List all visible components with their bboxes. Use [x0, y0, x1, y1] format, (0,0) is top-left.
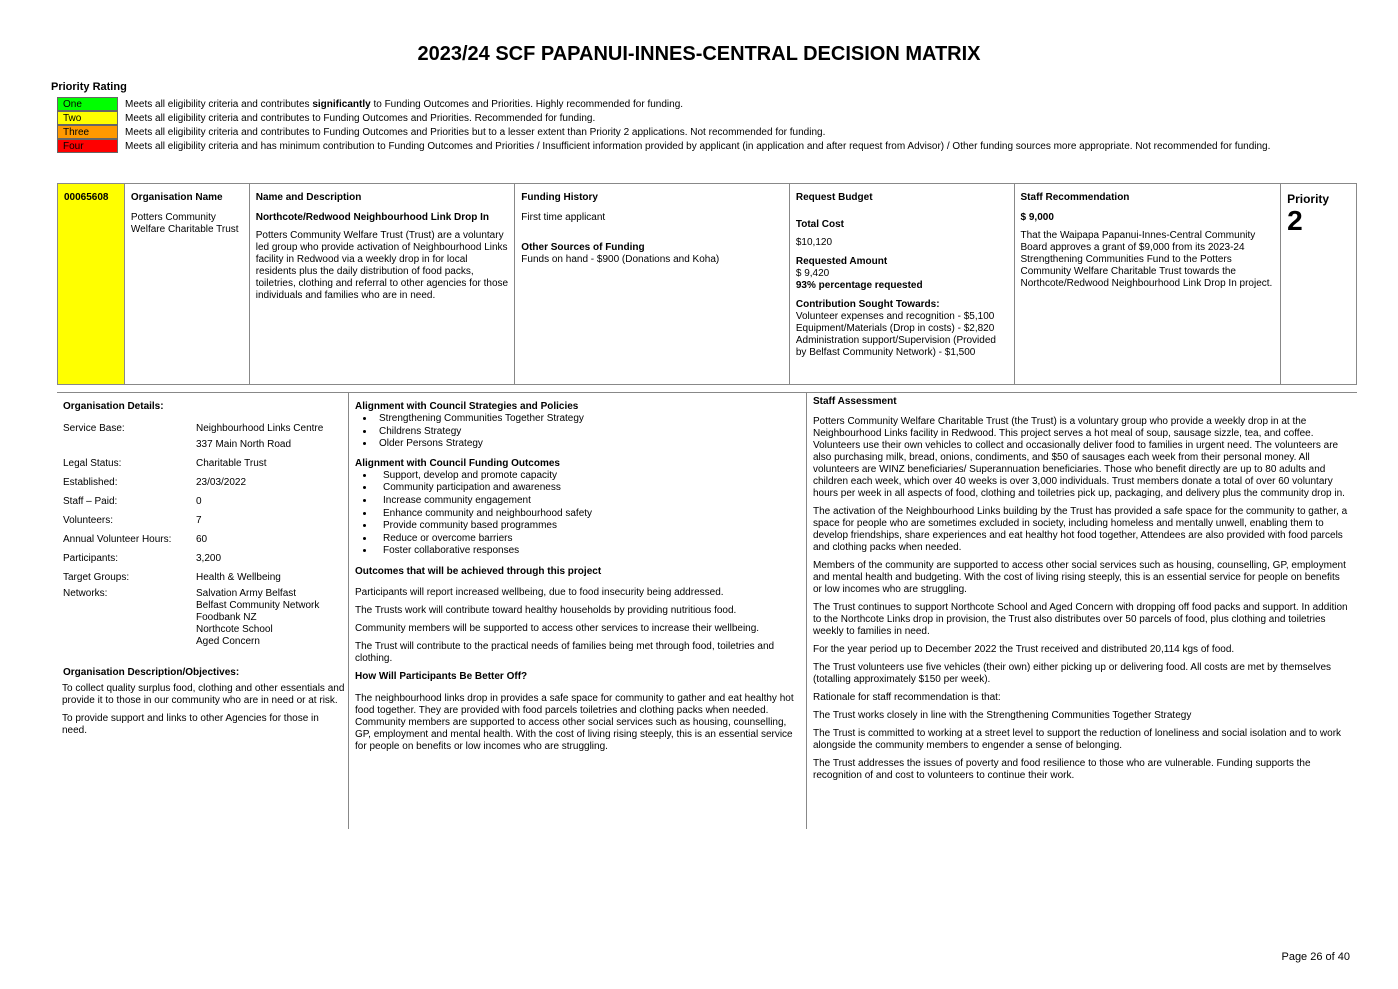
priority-row-three — [57, 125, 1319, 139]
detail-value: 60 — [196, 534, 208, 545]
detail-value: Health & Wellbeing — [196, 572, 281, 583]
detail-label: Networks: — [63, 588, 108, 599]
assessment-paragraph: The activation of the Neighbourhood Links building by the Trust has provided a safe space for the community to gather, a space for people who are sometimes excluded in society, including homeless and mentally unwell, enabling them to develop friendships, share experiences and eat healthy hot food together, Attendees are also provided with food parcels and clothing packs when needed. — [813, 506, 1348, 553]
priority-swatch-three: Three — [57, 125, 118, 139]
outcome-item: • Enhance community and neighbourhood safety — [375, 508, 801, 521]
assessment-paragraph: The Trust works closely in line with the Strengthening Communities Together Strategy — [813, 710, 1192, 721]
detail-label: Established: — [63, 477, 118, 488]
priority-text-two: Meets all eligibility criteria and contributes to Funding Outcomes and Priorities. Recommended for funding. — [125, 113, 596, 124]
outcome-item: • Provide community based programmes — [375, 520, 801, 533]
detail-label: Legal Status: — [63, 458, 122, 469]
assessment-paragraph: The Trust is committed to working at a street level to support the reduction of loneliness and social isolation and to work alongside the community members to engender a sense of belonging. — [813, 728, 1342, 751]
application-id: 00065608 — [58, 184, 125, 384]
org-name: Potters Community Welfare Charitable Trust — [130, 212, 239, 235]
staff-rec-amount: $ 9,000 — [1020, 212, 1054, 223]
org-details-heading: Organisation Details: — [63, 401, 164, 412]
detail-value: 3,200 — [196, 553, 222, 564]
contribution-item: Volunteer expenses and recognition - $5,100 — [795, 311, 995, 322]
priority-cell — [1281, 184, 1356, 384]
achieved-item: Participants will report increased wellbeing, due to food insecurity being addressed. — [355, 586, 724, 598]
better-off-heading: How Will Participants Be Better Off? — [355, 670, 528, 682]
request-budget-cell — [790, 184, 1015, 384]
priority-header: Priority — [1287, 192, 1330, 206]
strategy-item: • Childrens Strategy — [375, 426, 801, 439]
section-divider — [57, 392, 1357, 393]
requested-label: Requested Amount — [795, 256, 888, 267]
network-item: Salvation Army Belfast — [196, 588, 297, 599]
priority-row-four — [57, 139, 1319, 153]
desc-header: Name and Description — [255, 192, 362, 203]
achieved-item: The Trust will contribute to the practical needs of families being met through food, toiletries and clothing. — [355, 640, 775, 664]
page-title: 2023/24 SCF PAPANUI-INNES-CENTRAL DECISION MATRIX — [417, 43, 981, 65]
org-description-heading: Organisation Description/Objectives: — [63, 667, 240, 678]
achieved-item: The Trusts work will contribute toward healthy households by providing nutritious food. — [355, 604, 737, 616]
better-off-text: The neighbourhood links drop in provides a safe space for community to gather and eat healthy hot food together. They are provided with food parcels toiletries and clothing packs when needed. Community members are supported to access other social services such as housing, counselling, GP, employment and mental health. With the cost of living rising steeply, this is an essential service for people on benefits or low incomes who are struggling. — [355, 692, 794, 752]
staff-rec-header: Staff Recommendation — [1020, 192, 1130, 203]
staff-assessment — [813, 396, 1351, 788]
contribution-header: Contribution Sought Towards: — [795, 299, 940, 310]
funding-history-cell — [515, 184, 790, 384]
contribution-item: Equipment/Materials (Drop in costs) - $2,820 — [795, 323, 995, 334]
project-name: Northcote/Redwood Neighbourhood Link Drop In — [255, 212, 490, 223]
detail-value: Neighbourhood Links Centre 337 Main North Road — [196, 423, 324, 450]
organisation-details — [63, 398, 345, 737]
outcome-item: • Community participation and awareness — [375, 482, 801, 495]
history-header: Funding History — [521, 192, 598, 203]
priority-value: 2 — [1287, 205, 1303, 236]
page-number: Page 26 of 40 — [1281, 951, 1350, 963]
strategies-heading: Alignment with Council Strategies and Policies — [355, 401, 579, 412]
outcomes-list — [355, 470, 801, 558]
column-divider-right — [806, 393, 807, 829]
assessment-paragraph: Potters Community Welfare Charitable Trust (the Trust) is a voluntary group who provide a weekly drop in at the Neighbourhood Links facility in Redwood. This project serves a hot meal of soup, sausage sizzle, tea, and coffee. Volunteers use their own vehicles to collect and occasionally deliver food to families in urgent need. The volunteers are also purchasing milk, bread, onions, condiments, and $50 of sausages each week from their personal money. All volunteers are WINZ beneficiaries/ Superannuation beneficiaries. Those who benefit directly are up to 80 adults and children each week, which over 40 weeks is over 3,000 individuals. Trust members donate a total of over 60 voluntary hours per week in all aspects of food, clothing and toiletries pick up, packaging, and delivery plus the community drop in. — [813, 416, 1345, 499]
detail-value: 0 — [196, 496, 202, 507]
staff-rec-text: That the Waipapa Papanui-Innes-Central Community Board approves a grant of $9,000 from its 2023-24 Strengthening Communities Fund to the Potters Community Welfare Charitable Trust towards the Northcote/Redwood Neighbourhood Link Drop In project. — [1020, 230, 1273, 289]
detail-label: Volunteers: — [63, 515, 114, 526]
outcome-item: • Reduce or overcome barriers — [375, 533, 801, 546]
priority-text-four: Meets all eligibility criteria and has minimum contribution to Funding Outcomes and Priorities / Insufficient information provided by applicant (in application and after request from Advisor) / Other funding sources more appropriate. Not recommended for funding. — [125, 141, 1271, 152]
network-item: Foodbank NZ — [196, 612, 257, 623]
percentage-requested: 93% percentage requested — [795, 280, 923, 291]
total-cost-label: Total Cost — [795, 219, 845, 230]
detail-value: Charitable Trust — [196, 458, 267, 469]
assessment-paragraph: For the year period up to December 2022 the Trust received and distributed 20,114 kgs of food. — [813, 644, 1235, 655]
outcome-item: • Support, develop and promote capacity — [375, 470, 801, 483]
priority-row-one — [57, 97, 1319, 111]
priority-swatch-four: Four — [57, 139, 118, 153]
achieved-heading: Outcomes that will be achieved through this project — [355, 565, 602, 577]
detail-label: Target Groups: — [63, 572, 130, 583]
budget-header: Request Budget — [795, 192, 873, 203]
requested-value: $ 9,420 — [795, 268, 830, 279]
application-summary-table — [57, 183, 1357, 385]
org-name-header: Organisation Name — [130, 192, 223, 203]
priority-row-two — [57, 111, 1319, 125]
detail-label: Staff – Paid: — [63, 496, 118, 507]
priority-legend — [57, 97, 1319, 153]
detail-label: Participants: — [63, 553, 119, 564]
column-divider-left — [348, 393, 349, 829]
org-details-table — [63, 423, 345, 655]
alignment-section — [355, 398, 801, 759]
project-description: Potters Community Welfare Trust (Trust) are a voluntary led group who provide activation of Neighbourhood Links facility in Redwood via a weekly drop in for local residents plus the daily distribution of food packs, toiletries, clothing and referral to other agencies for those individuals and families who are in need. — [255, 230, 509, 301]
priority-swatch-one: One — [57, 97, 118, 111]
network-item: Northcote School — [196, 624, 273, 635]
staff-assessment-heading: Staff Assessment — [813, 396, 897, 407]
assessment-paragraph: The Trust continues to support Northcote School and Aged Concern with dropping off food packs and support. In addition to the Northcote Links drop in provision, the Trust also distributes over 50 parcels of food, plus clothing and toiletries weekly to families in need. — [813, 602, 1348, 637]
outcomes-heading: Alignment with Council Funding Outcomes — [355, 457, 560, 469]
org-description-1: To collect quality surplus food, clothing and other essentials and provide it to those in our community who are in need or at risk. — [62, 683, 345, 706]
outcome-item: • Foster collaborative responses — [375, 545, 801, 558]
strategies-list — [355, 413, 801, 451]
networks-list — [196, 588, 345, 655]
org-description-2: To provide support and links to other Agencies for those in need. — [62, 713, 319, 736]
total-cost-value: $10,120 — [795, 237, 833, 248]
staff-recommendation-cell — [1015, 184, 1282, 384]
assessment-paragraph: The Trust addresses the issues of poverty and food resilience to those who are vulnerable. Funding supports the recognition of and cost to volunteers to continue their work. — [813, 758, 1311, 781]
other-sources-header: Other Sources of Funding — [521, 242, 645, 253]
achieved-item: Community members will be supported to access other services to increase their wellbeing. — [355, 622, 760, 634]
network-item: Belfast Community Network — [196, 600, 320, 611]
assessment-paragraph: The Trust volunteers use five vehicles (their own) either picking up or delivering food. All costs are met by themselves (totalling approximately $150 per week). — [813, 662, 1332, 685]
history-value: First time applicant — [521, 212, 606, 223]
detail-value: 7 — [196, 515, 202, 526]
priority-rating-heading: Priority Rating — [51, 81, 127, 93]
description-cell — [250, 184, 516, 384]
detail-label: Annual Volunteer Hours: — [63, 534, 172, 545]
network-item: Aged Concern — [196, 636, 260, 647]
priority-swatch-two: Two — [57, 111, 118, 125]
strategy-item: • Strengthening Communities Together Strategy — [375, 413, 801, 426]
strategy-item: • Older Persons Strategy — [375, 438, 801, 451]
detail-value: 23/03/2022 — [196, 477, 247, 488]
detail-label: Service Base: — [63, 423, 125, 434]
contribution-item: Administration support/Supervision (Provided by Belfast Community Network) - $1,500 — [795, 335, 996, 358]
assessment-paragraph: Rationale for staff recommendation is that: — [813, 692, 1001, 703]
outcome-item: • Increase community engagement — [375, 495, 801, 508]
priority-text-one: Meets all eligibility criteria and contributes significantly to Funding Outcomes and Priorities. Highly recommended for funding. — [125, 99, 684, 110]
other-sources-value: Funds on hand - $900 (Donations and Koha) — [521, 254, 720, 265]
assessment-paragraph: Members of the community are supported to access other social services such as housing, counselling, GP, employment and mental health and budgeting. With the cost of living rising steeply, this is an essential service for people on benefits or low incomes who are struggling. — [813, 560, 1346, 595]
organisation-cell — [125, 184, 250, 384]
priority-text-three: Meets all eligibility criteria and contributes to Funding Outcomes and Priorities but to a lesser extent than Priority 2 applications. Not recommended for funding. — [125, 127, 826, 138]
